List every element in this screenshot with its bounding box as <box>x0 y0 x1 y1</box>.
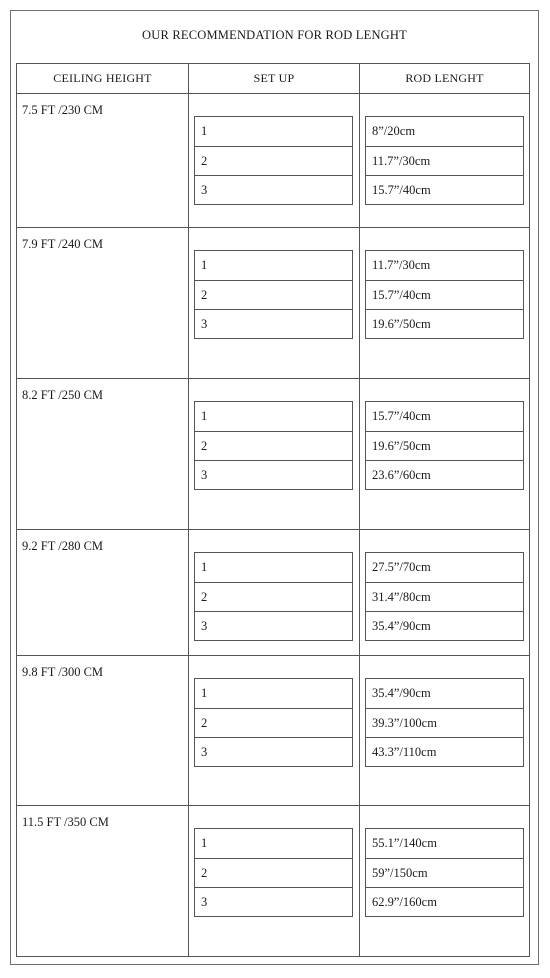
rod-length-list <box>365 678 524 767</box>
setup-item: 3 <box>195 460 352 489</box>
rod-length-list <box>365 828 524 917</box>
setup-item: 3 <box>195 887 352 916</box>
setup-item: 3 <box>195 737 352 766</box>
setup-item: 2 <box>195 582 352 611</box>
header-rod-length: ROD LENGHT <box>359 64 529 93</box>
rod-length-list <box>365 250 524 339</box>
rod-length-cell <box>359 228 529 378</box>
setup-cell <box>188 228 359 378</box>
rod-length-item: 19.6”/50cm <box>366 309 523 338</box>
page-title: OUR RECOMMENDATION FOR ROD LENGHT <box>142 28 407 42</box>
ceiling-height-cell: 7.5 FT /230 CM <box>22 103 104 117</box>
table-row <box>17 656 529 806</box>
rod-length-item: 19.6”/50cm <box>366 431 523 460</box>
setup-list <box>194 116 353 205</box>
rod-length-item: 27.5”/70cm <box>372 560 431 574</box>
rod-length-table <box>16 63 530 957</box>
table-row <box>17 530 529 656</box>
header-set-up: SET UP <box>188 64 359 93</box>
rod-length-item: 15.7”/40cm <box>366 280 523 309</box>
setup-item: 2 <box>195 858 352 887</box>
rod-length-cell <box>359 94 529 227</box>
table-row <box>17 94 529 228</box>
header-ceiling-height: CEILING HEIGHT <box>53 71 152 85</box>
table-row <box>17 806 529 956</box>
rod-length-item: 31.4”/80cm <box>366 582 523 611</box>
setup-item: 1 <box>201 686 208 700</box>
rod-length-list <box>365 401 524 490</box>
rod-length-list <box>365 116 524 205</box>
setup-cell <box>188 379 359 529</box>
rod-length-cell <box>359 530 529 655</box>
setup-list <box>194 250 353 339</box>
rod-length-item: 39.3”/100cm <box>366 708 523 737</box>
rod-length-cell <box>359 806 529 956</box>
setup-cell <box>188 530 359 655</box>
rod-length-item: 43.3”/110cm <box>366 737 523 766</box>
setup-item: 1 <box>201 409 208 423</box>
rod-length-item: 35.4”/90cm <box>372 686 431 700</box>
setup-list <box>194 401 353 490</box>
setup-item: 3 <box>195 611 352 640</box>
rod-length-item: 8”/20cm <box>372 124 416 138</box>
setup-item: 3 <box>195 309 352 338</box>
ceiling-height-cell: 9.8 FT /300 CM <box>22 665 104 679</box>
rod-length-item: 15.7”/40cm <box>366 175 523 204</box>
setup-list <box>194 552 353 641</box>
setup-item: 1 <box>201 560 208 574</box>
setup-list <box>194 828 353 917</box>
setup-item: 2 <box>195 708 352 737</box>
rod-length-list <box>365 552 524 641</box>
table-row <box>17 228 529 379</box>
setup-item: 2 <box>195 280 352 309</box>
setup-item: 3 <box>195 175 352 204</box>
ceiling-height-cell: 7.9 FT /240 CM <box>22 237 104 251</box>
table-row <box>17 379 529 530</box>
setup-cell <box>188 94 359 227</box>
setup-list <box>194 678 353 767</box>
setup-item: 2 <box>195 146 352 175</box>
rod-length-item: 11.7”/30cm <box>372 258 431 272</box>
setup-item: 1 <box>201 124 208 138</box>
setup-cell <box>188 656 359 805</box>
setup-item: 2 <box>195 431 352 460</box>
setup-item: 1 <box>201 836 208 850</box>
rod-length-item: 59”/150cm <box>366 858 523 887</box>
rod-length-item: 62.9”/160cm <box>366 887 523 916</box>
rod-length-item: 55.1”/140cm <box>372 836 437 850</box>
ceiling-height-cell: 11.5 FT /350 CM <box>22 815 109 829</box>
ceiling-height-cell: 9.2 FT /280 CM <box>22 539 104 553</box>
setup-cell <box>188 806 359 956</box>
rod-length-cell <box>359 379 529 529</box>
rod-length-cell <box>359 656 529 805</box>
rod-length-item: 11.7”/30cm <box>366 146 523 175</box>
setup-item: 1 <box>201 258 208 272</box>
rod-length-item: 15.7”/40cm <box>372 409 431 423</box>
table-header-row <box>17 64 529 94</box>
rod-length-item: 23.6”/60cm <box>366 460 523 489</box>
rod-length-item: 35.4”/90cm <box>366 611 523 640</box>
ceiling-height-cell: 8.2 FT /250 CM <box>22 388 104 402</box>
